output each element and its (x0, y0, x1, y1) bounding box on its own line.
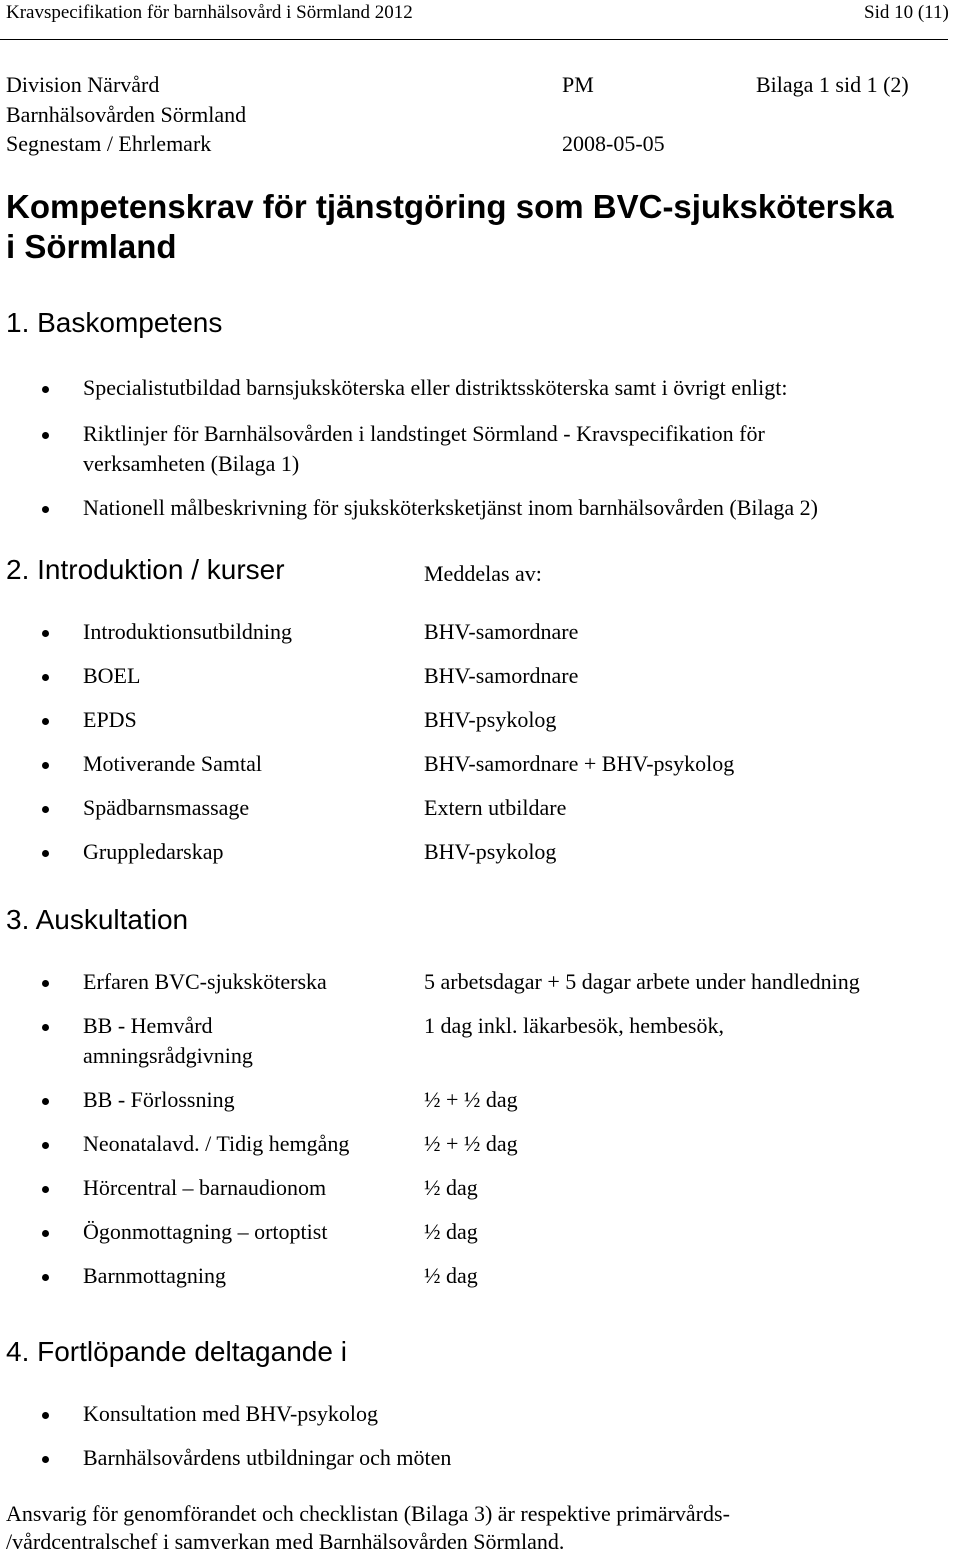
placement-duration: ½ dag (424, 1219, 478, 1244)
list-item: Barnhälsovårdens utbildningar och möten (83, 1445, 452, 1470)
course-name: Introduktionsutbildning (83, 619, 292, 644)
course-provider: BHV-samordnare (424, 663, 579, 688)
list-item: Riktlinjer för Barnhälsovården i landstinget Sörmland - Kravspecifikation för (83, 421, 765, 446)
bullet-icon (42, 762, 49, 769)
placement-name: Hörcentral – barnaudionom (83, 1175, 327, 1200)
column-label-meddelas: Meddelas av: (424, 561, 542, 586)
footer-note-line1: Ansvarig för genomförandet och checklistan (Bilaga 3) är respektive primärvårds- (6, 1501, 730, 1526)
list-item-continuation: verksamheten (Bilaga 1) (83, 451, 300, 476)
placement-name-continuation: amningsrådgivning (83, 1043, 253, 1068)
bullet-icon (42, 506, 49, 513)
course-provider: BHV-psykolog (424, 839, 557, 864)
course-name: Motiverande Samtal (83, 751, 263, 776)
bullet-icon (42, 674, 49, 681)
list-item: Specialistutbildad barnsjuksköterska eller distriktssköterska samt i övrigt enligt: (83, 375, 788, 400)
placement-name: Neonatalavd. / Tidig hemgång (83, 1131, 350, 1156)
placement-duration: ½ + ½ dag (424, 1087, 518, 1112)
appendix-label: Bilaga 1 sid 1 (2) (756, 72, 909, 97)
bullet-icon (42, 1142, 49, 1149)
bullet-icon (42, 718, 49, 725)
placement-duration: ½ dag (424, 1175, 478, 1200)
placement-name: Ögonmottagning – ortoptist (83, 1219, 328, 1244)
bullet-icon (42, 1274, 49, 1281)
bullet-icon (42, 1456, 49, 1463)
placement-duration: 5 arbetsdagar + 5 dagar arbete under handledning (424, 969, 860, 994)
course-provider: BHV-samordnare (424, 619, 579, 644)
course-provider: BHV-samordnare + BHV-psykolog (424, 751, 735, 776)
bullet-icon (42, 850, 49, 857)
page-title-line1: Kompetenskrav för tjänstgöring som BVC-sjuksköterska (6, 188, 894, 225)
doc-type: PM (562, 72, 594, 97)
placement-duration: ½ + ½ dag (424, 1131, 518, 1156)
placement-name: Erfaren BVC-sjuksköterska (83, 969, 327, 994)
bullet-icon (42, 630, 49, 637)
course-name: EPDS (83, 707, 137, 732)
list-item: Nationell målbeskrivning för sjuksköterksketjänst inom barnhälsovården (Bilaga 2) (83, 495, 819, 520)
section-heading-introduktion: 2. Introduktion / kurser (6, 554, 285, 585)
date: 2008-05-05 (562, 131, 665, 156)
placement-name: BB - Förlossning (83, 1087, 235, 1112)
header-rule (0, 39, 948, 40)
section-heading-fortlopande: 4. Fortlöpande deltagande i (6, 1336, 347, 1367)
division: Division Närvård (6, 72, 160, 97)
placement-duration: ½ dag (424, 1263, 478, 1288)
running-header-title: Kravspecifikation för barnhälsovård i Sörmland 2012 (6, 2, 413, 23)
course-name: BOEL (83, 663, 141, 688)
bullet-icon (42, 980, 49, 987)
authors: Segnestam / Ehrlemark (6, 131, 212, 156)
placement-name: Barnmottagning (83, 1263, 226, 1288)
list-item: Konsultation med BHV-psykolog (83, 1401, 378, 1426)
footer-note-line2: /vårdcentralschef i samverkan med Barnhälsovården Sörmland. (6, 1529, 565, 1554)
bullet-icon (42, 1412, 49, 1419)
course-name: Spädbarnsmassage (83, 795, 250, 820)
placement-name: BB - Hemvård (83, 1013, 213, 1038)
course-provider: BHV-psykolog (424, 707, 557, 732)
section-heading-auskultation: 3. Auskultation (6, 904, 189, 935)
bullet-icon (42, 806, 49, 813)
bullet-icon (42, 1186, 49, 1193)
bullet-icon (42, 432, 49, 439)
page-title-line2: i Sörmland (6, 228, 177, 265)
course-name: Gruppledarskap (83, 839, 224, 864)
bullet-icon (42, 1024, 49, 1031)
bullet-icon (42, 1098, 49, 1105)
unit: Barnhälsovården Sörmland (6, 102, 247, 127)
page-number: Sid 10 (11) (864, 2, 949, 23)
course-provider: Extern utbildare (424, 795, 567, 820)
bullet-icon (42, 1230, 49, 1237)
bullet-icon (42, 386, 49, 393)
section-heading-baskompetens: 1. Baskompetens (6, 307, 223, 338)
placement-duration: 1 dag inkl. läkarbesök, hembesök, (424, 1013, 724, 1038)
